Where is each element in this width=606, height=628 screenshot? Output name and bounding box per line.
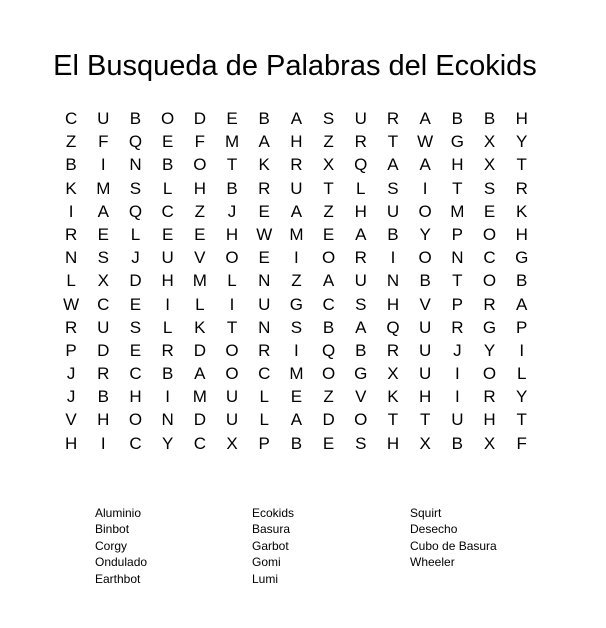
grid-letter: E [194,224,206,244]
grid-letter: K [516,201,528,221]
grid-letter: R [483,387,496,407]
grid-letter: G [354,364,368,384]
grid-letter: S [290,317,303,337]
word-list-item: Squirt [410,506,442,520]
grid-letter: Y [516,387,528,407]
grid-letter: R [290,155,303,175]
grid-letter: H [419,387,432,407]
grid-letter: J [227,201,237,221]
grid-letter: W [417,132,434,152]
word-list-item: Ondulado [95,555,148,570]
grid-letter: K [387,387,399,407]
word-list-item: Basura [252,522,291,537]
grid-letter: V [355,387,367,407]
grid-letter: I [229,294,235,314]
grid-letter: R [258,340,271,360]
grid-letter: T [516,155,527,175]
grid-letter: M [96,178,111,198]
grid-letter: I [454,364,460,384]
grid-letter: V [65,410,77,430]
grid-letter: E [161,132,174,152]
grid-letter: X [483,155,496,175]
grid-letter: N [129,155,142,175]
grid-letter: E [129,294,142,314]
grid-letter: G [482,317,497,337]
grid-letter: Z [65,132,77,152]
grid-letter: S [387,178,399,198]
grid-letter: B [226,178,238,198]
grid-letter: T [419,410,431,430]
grid-letter: P [451,294,464,314]
grid-letter: V [419,294,431,314]
grid-letter: Z [323,132,334,152]
grid-letter: I [100,155,106,175]
grid-letter: A [322,271,335,291]
grid-letter: H [129,387,142,407]
grid-letter: B [387,224,399,244]
word-column-3 [410,505,497,571]
grid-letter: Z [323,387,334,407]
grid-letter: H [515,224,528,244]
grid-letter: L [259,410,269,430]
grid-letter: B [129,109,142,128]
grid-letter: T [387,410,399,430]
grid-letter: D [97,340,110,360]
word-list-item: Cubo de Basura [410,538,497,553]
grid-letter: P [516,317,528,337]
grid-letter: H [386,294,400,314]
letter-grid [55,107,538,455]
grid-letter: N [161,410,174,430]
grid-letter: E [129,340,142,360]
grid-letter: S [355,294,367,314]
grid-letter: N [258,317,271,337]
grid-letter: R [386,109,400,128]
grid-letter: P [65,340,77,360]
grid-letter: L [356,178,366,198]
grid-letter: L [227,271,237,291]
grid-letter: B [355,340,367,360]
grid-letter: J [66,387,76,407]
grid-letter: H [354,201,367,221]
grid-letter: Z [323,201,334,221]
grid-letter: R [64,317,78,337]
grid-letter: F [98,132,109,152]
grid-letter: B [451,109,464,128]
grid-letter: H [97,410,110,430]
grid-letter: H [64,433,78,453]
word-list-item: Lumi [252,571,279,586]
grid-letter: R [97,364,110,384]
grid-letter: B [451,433,464,453]
grid-letter: U [225,387,239,407]
grid-letter: L [195,294,205,314]
grid-letter: I [165,387,171,407]
grid-letter: R [515,178,528,198]
grid-letter: Q [321,340,336,360]
grid-letter: L [162,178,173,198]
grid-letter: N [451,248,464,268]
grid-letter: G [289,294,304,314]
grid-letter: B [419,271,431,291]
word-list-item: Aluminio [95,506,142,520]
grid-letter: I [390,248,396,268]
grid-letter: O [418,248,432,268]
grid-letter: H [386,433,400,453]
grid-letter: C [322,294,335,314]
grid-letter: A [258,132,270,152]
grid-letter: B [161,364,174,384]
grid-letter: W [63,294,80,314]
grid-letter: M [289,224,304,244]
grid-letter: I [519,340,525,360]
grid-letter: X [322,155,335,175]
grid-letter: B [258,109,270,128]
grid-letter: O [225,340,239,360]
grid-letter: O [482,271,497,291]
grid-letter: H [193,178,206,198]
grid-letter: L [516,364,527,384]
grid-letter: T [516,410,527,430]
word-list-item: Binbot [95,522,130,537]
grid-letter: A [194,364,206,384]
grid-letter: S [355,433,367,453]
grid-letter: I [294,340,299,360]
grid-letter: A [419,109,431,128]
grid-letter: M [224,132,240,152]
grid-letter: Y [483,340,496,360]
grid-letter: O [225,248,239,268]
grid-letter: V [194,248,206,268]
grid-letter: E [322,224,335,244]
grid-letter: T [226,155,238,175]
grid-letter: O [128,410,143,430]
grid-letter: W [256,224,273,244]
grid-letter: U [161,248,174,268]
grid-letter: B [483,109,496,128]
grid-letter: O [225,364,239,384]
grid-letter: A [387,155,399,175]
grid-letter: H [290,132,303,152]
grid-letter: O [193,155,207,175]
grid-letter: S [129,178,142,198]
grid-letter: K [258,155,270,175]
grid-letter: D [193,340,206,360]
grid-letter: I [294,248,299,268]
grid-letter: D [129,271,142,291]
grid-letter: X [226,433,238,453]
grid-letter: N [64,248,78,268]
grid-letter: U [419,340,432,360]
grid-letter: C [129,364,142,384]
grid-letter: C [258,364,271,384]
word-list-item: Wheeler [410,555,455,570]
grid-letter: T [323,178,334,198]
grid-letter: L [130,224,141,244]
grid-letter: T [226,317,238,337]
grid-letter: C [64,109,78,128]
grid-letter: F [516,433,527,453]
grid-letter: Z [291,271,302,291]
grid-letter: B [322,317,335,337]
grid-letter: D [322,410,335,430]
grid-letter: A [290,410,303,430]
grid-letter: H [161,271,174,291]
grid-letter: I [100,433,106,453]
grid-letter: R [354,132,367,152]
grid-letter: O [161,109,175,128]
grid-letter: M [192,271,207,291]
grid-letter: K [65,178,77,198]
grid-letter: C [193,433,206,453]
grid-letter: U [386,201,400,221]
grid-letter: N [258,271,271,291]
grid-letter: U [97,317,110,337]
grid-letter: U [354,109,367,128]
page-title: El Busqueda de Palabras del Ecokids [53,50,537,82]
word-list-item: Garbot [252,538,289,553]
grid-letter: R [386,340,400,360]
grid-letter: Z [194,201,206,221]
grid-letter: G [450,132,464,152]
grid-letter: M [289,364,304,384]
grid-letter: U [225,410,239,430]
grid-letter: B [161,155,174,175]
grid-letter: U [451,410,464,430]
grid-letter: E [258,248,270,268]
grid-letter: A [290,201,303,221]
grid-letter: A [355,224,367,244]
grid-letter: X [97,271,109,291]
grid-letter: J [66,364,76,384]
grid-letter: O [482,364,497,384]
grid-letter: E [226,109,238,128]
grid-letter: S [483,178,496,198]
grid-letter: E [322,433,335,453]
grid-letter: A [97,201,109,221]
grid-letter: U [354,271,367,291]
grid-letter: M [450,201,465,221]
grid-letter: B [290,433,303,453]
grid-letter: O [418,201,432,221]
grid-letter: O [321,248,336,268]
grid-letter: N [386,271,400,291]
grid-letter: E [97,224,109,244]
grid-letter: S [129,317,142,337]
grid-letter: M [192,387,207,407]
grid-letter: B [65,155,77,175]
grid-letter: R [354,248,367,268]
grid-letter: C [161,201,174,221]
grid-letter: Y [419,224,431,244]
grid-letter: U [97,109,110,128]
word-list-item: Earthbot [95,571,141,586]
grid-letter: C [97,294,110,314]
grid-letter: E [290,387,303,407]
grid-letter: U [419,364,432,384]
grid-letter: H [225,224,239,244]
grid-letter: G [515,248,529,268]
grid-letter: D [193,410,206,430]
grid-letter: R [258,178,271,198]
word-list-item: Gomi [252,555,281,570]
grid-letter: I [454,387,460,407]
grid-letter: I [422,178,428,198]
grid-letter: X [419,433,431,453]
grid-letter: O [321,364,336,384]
grid-letter: Q [386,317,400,337]
grid-letter: H [515,109,528,128]
grid-letter: X [483,433,496,453]
grid-letter: P [258,433,270,453]
grid-letter: R [161,340,174,360]
grid-letter: Q [128,201,143,221]
grid-letter: A [516,294,528,314]
word-list-item: Desecho [410,522,458,537]
grid-letter: S [322,109,335,128]
grid-letter: T [452,271,463,291]
word-list-item: Corgy [95,538,128,553]
grid-letter: E [161,224,174,244]
grid-letter: O [354,410,368,430]
grid-letter: J [131,248,140,268]
word-list-item: Ecokids [252,506,295,520]
grid-letter: I [68,201,74,221]
word-column-1 [95,505,147,587]
grid-letter: H [483,410,496,430]
grid-letter: Q [354,155,368,175]
grid-letter: X [387,364,399,384]
grid-letter: P [451,224,464,244]
grid-letter: U [419,317,432,337]
grid-letter: U [290,178,303,198]
grid-letter: U [258,294,271,314]
grid-letter: Y [161,433,174,453]
grid-letter: H [451,155,464,175]
grid-letter: A [419,155,431,175]
grid-letter: E [483,201,496,221]
grid-letter: B [97,387,109,407]
grid-letter: Q [128,132,143,152]
grid-letter: L [162,317,173,337]
grid-letter: L [66,271,76,291]
word-list [0,505,606,605]
grid-letter: R [64,224,78,244]
grid-letter: A [290,109,303,128]
grid-letter: Y [516,132,528,152]
grid-letter: R [451,317,464,337]
grid-letter: D [193,109,206,128]
grid-letter: F [194,132,206,152]
grid-letter: S [97,248,109,268]
grid-letter: T [387,132,399,152]
grid-letter: R [483,294,496,314]
grid-letter: B [516,271,528,291]
grid-letter: A [355,317,367,337]
grid-letter: C [483,248,496,268]
grid-letter: E [258,201,270,221]
grid-letter: T [452,178,463,198]
grid-letter: X [483,132,496,152]
grid-letter: O [482,224,497,244]
grid-letter: I [165,294,171,314]
grid-letter: C [129,433,142,453]
grid-letter: J [453,340,462,360]
grid-letter: K [194,317,206,337]
word-column-2 [252,505,294,587]
grid-letter: L [259,387,269,407]
